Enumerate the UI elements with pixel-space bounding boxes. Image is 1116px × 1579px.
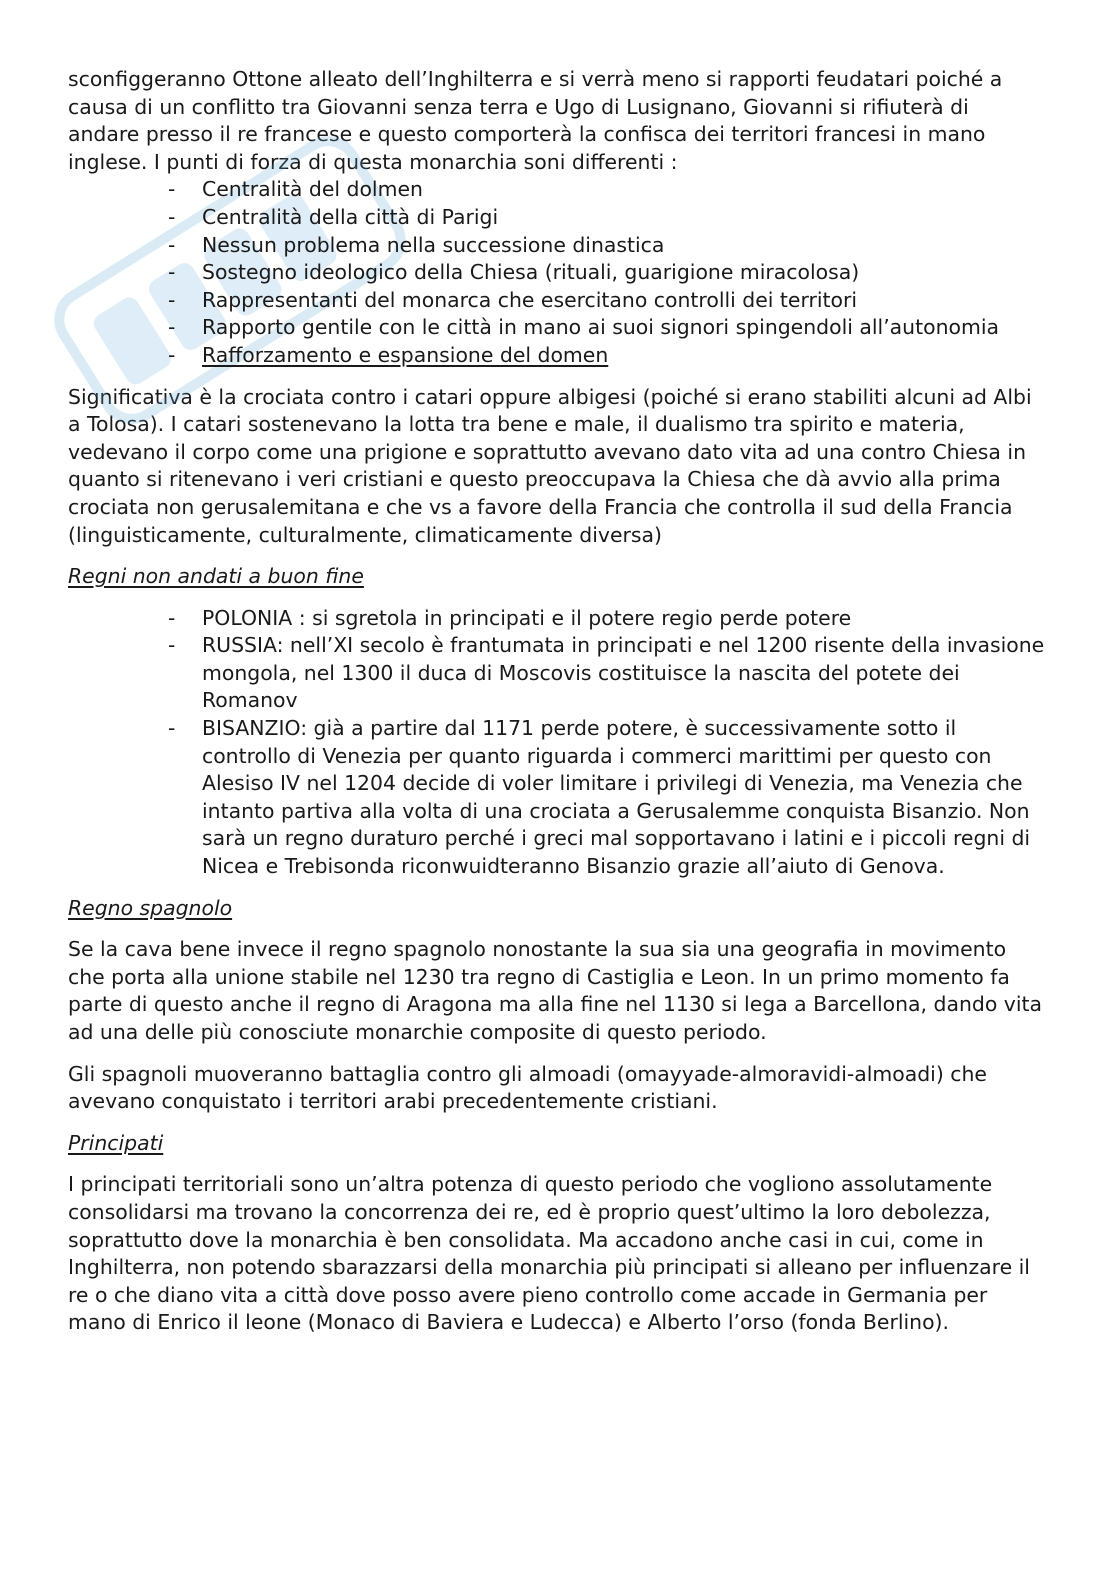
section-heading-principalities: Principati <box>68 1130 164 1155</box>
list-item: - Nessun problema nella successione dinastica <box>168 232 1046 260</box>
list-item: - RUSSIA: nell’XI secolo è frantumata in principati e nel 1200 risente della invasione mongola, nel 1300 il duca di Moscovis costituisce la nascita del potete dei Romanov <box>168 632 1046 715</box>
section-heading-failed-kingdoms: Regni non andati a buon fine <box>68 564 364 589</box>
list-item: - Centralità del dolmen <box>168 176 1046 204</box>
section-heading-spain: Regno spagnolo <box>68 895 233 920</box>
list-item: - Rappresentanti del monarca che esercitano controlli dei territori <box>168 287 1046 315</box>
list-item: - Rapporto gentile con le città in mano ai suoi signori spingendoli all’autonomia <box>168 314 1046 342</box>
list-item: - POLONIA : si sgretola in principati e il potere regio perde potere <box>168 605 1046 633</box>
list-item: - BISANZIO: già a partire dal 1171 perde potere, è successivamente sotto il controllo di Venezia per quanto riguarda i commerci marittimi per questo con Alesiso IV nel 1204 decide di voler limitare i privilegi di Venezia, ma Venezia che intanto partiva alla volta di una crociata a Gerusalemme conquista Bisanzio. Non sarà un regno duraturo perché i greci mal sopportavano i latini e i piccoli regni di Nicea e Trebisonda riconwuidteranno Bisanzio grazie all’aiuto di Genova. <box>168 715 1046 881</box>
spain-paragraph-1: Se la cava bene invece il regno spagnolo nonostante la sua sia una geografia in movimento che porta alla unione stabile nel 1230 tra regno di Castiglia e Leon. In un primo momento fa parte di questo anche il regno di Aragona ma alla fine nel 1130 si lega a Barcellona, dando vita ad una delle più conosciute monarchie composite di questo periodo. <box>68 937 1043 1044</box>
list-item: - Sostegno ideologico della Chiesa (rituali, guarigione miracolosa) <box>168 259 1046 287</box>
spain-paragraph-2: Gli spagnoli muoveranno battaglia contro gli almoadi (omayyade-almoravidi-almoadi) che avevano conquistato i territori arabi precedentemente cristiani. <box>68 1061 987 1114</box>
failed-kingdoms-list <box>68 605 1046 881</box>
list-item <box>168 342 1046 370</box>
cathars-paragraph: Significativa è la crociata contro i catari oppure albigesi (poiché si erano stabiliti alcuni ad Albi a Tolosa). I catari sostenevano la lotta tra bene e male, il dualismo tra spirito e materia, vedevano il corpo come una prigione e soprattutto avevano dato vita ad una contro Chiesa in quanto si ritenevano i veri cristiani e questo preoccupava la Chiesa che dà avvio alla prima crociata non gerusalemitana e che vs a favore della Francia che controlla il sud della Francia (linguisticamente, culturalmente, climaticamente diversa) <box>68 384 1032 547</box>
principalities-paragraph: I principati territoriali sono un’altra potenza di questo periodo che vogliono assolutamente consolidarsi ma trovano la concorrenza dei re, ed è proprio quest’ultimo la loro debolezza, soprattutto dove la monarchia è ben consolidata. Ma accadono anche casi in cui, come in Inghilterra, non potendo sbarazzarsi della monarchia più principati si alleano per influenzare il re o che diano vita a città dove posso avere pieno controllo come accade in Germania per mano di Enrico il leone (Monaco di Baviera e Ludecca) e Alberto l’orso (fonda Berlino). <box>68 1172 1030 1335</box>
monarchy-strengths-list <box>68 176 1046 369</box>
list-item: - Centralità della città di Parigi <box>168 204 1046 232</box>
underlined-item-text: Rafforzamento e espansione del domen <box>202 342 609 367</box>
intro-paragraph: sconfiggeranno Ottone alleato dell’Inghilterra e si verrà meno si rapporti feudatari poiché a causa di un conflitto tra Giovanni senza terra e Ugo di Lusignano, Giovanni si rifiuterà di andare presso il re francese e questo comporterà la confisca dei territori francesi in mano inglese. I punti di forza di questa monarchia soni differenti : <box>68 67 1003 174</box>
